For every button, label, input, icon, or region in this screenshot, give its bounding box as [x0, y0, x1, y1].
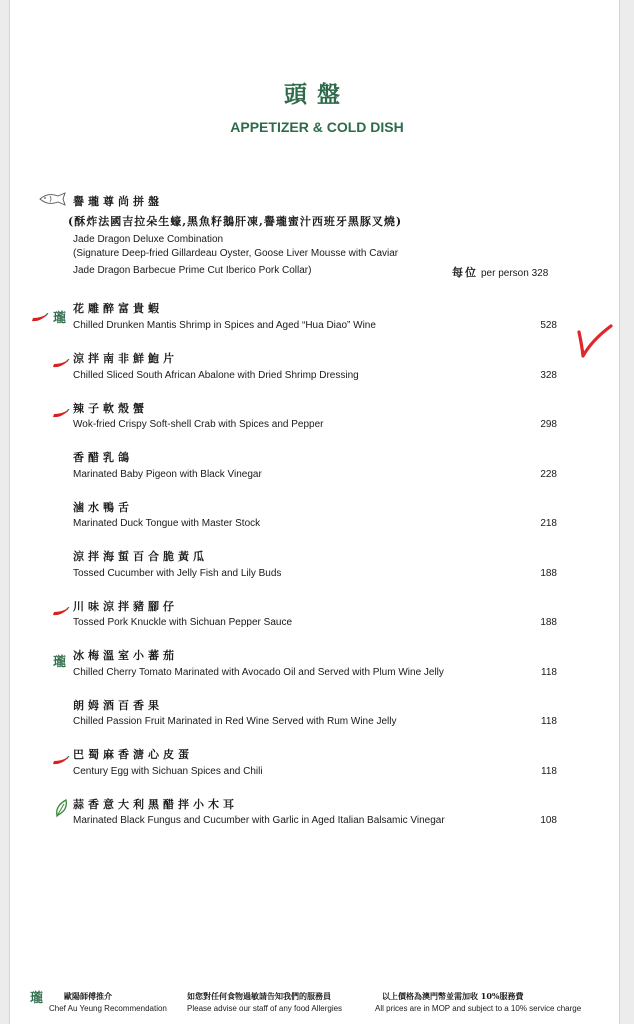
signature-icon [53, 308, 68, 331]
item-name-chinese: 花雕醉富貴蝦 [73, 302, 163, 315]
item-name: Marinated Baby Pigeon with Black Vinegar [73, 469, 262, 480]
item-name-chinese: 川味涼拌豬腳仔 [73, 600, 178, 613]
chef-recommendation-chinese: 歐陽師傅推介 [64, 991, 112, 1001]
svg-text:瓏: 瓏 [30, 991, 44, 1006]
combo-description-line1: (Signature Deep-fried Gillardeau Oyster, Goose Liver Mousse with Caviar [73, 248, 399, 259]
item-price: 528 [540, 320, 557, 331]
item-name-chinese: 滷水鴨舌 [73, 501, 133, 514]
item-price: 218 [540, 518, 557, 529]
item-name: Chilled Drunken Mantis Shrimp in Spices and Aged “Hua Diao” Wine [73, 320, 376, 331]
chili-icon [52, 604, 70, 622]
vegetarian-leaf-icon [54, 798, 70, 823]
svg-text:瓏: 瓏 [53, 311, 67, 326]
combo-name-chinese: 譽瓏尊尚拼盤 [73, 195, 163, 208]
signature-icon [53, 652, 68, 675]
allergy-notice-chinese: 如您對任何食物過敏請告知我們的服務員 [187, 991, 331, 1001]
chili-icon [52, 753, 70, 771]
item-name-chinese: 冰梅溫室小蕃茄 [73, 649, 178, 662]
item-name: Chilled Cherry Tomato Marinated with Avocado Oil and Served with Plum Wine Jelly [73, 667, 444, 678]
item-name-chinese: 香醋乳鴿 [73, 451, 133, 464]
item-name-chinese: 巴蜀麻香溏心皮蛋 [73, 748, 193, 761]
item-name-chinese: 朗姆酒百香果 [73, 699, 163, 712]
page-title-chinese: 頭盤 [284, 81, 350, 108]
item-price: 118 [541, 766, 557, 777]
signature-icon [30, 988, 45, 1011]
item-name: Tossed Cucumber with Jelly Fish and Lily Buds [73, 568, 282, 579]
item-name: Marinated Duck Tongue with Master Stock [73, 518, 261, 529]
item-name-chinese: 涼拌海蜇百合脆黃瓜 [73, 550, 208, 563]
page-title: APPETIZER & COLD DISH [230, 119, 404, 135]
item-name: Century Egg with Sichuan Spices and Chili [73, 766, 263, 777]
allergy-notice: Please advise our staff of any food Allergies [187, 1004, 343, 1013]
item-price: 108 [540, 815, 557, 826]
item-price: 328 [540, 370, 557, 381]
item-name-chinese: 蒜香意大利黑醋拌小木耳 [73, 798, 238, 811]
item-name: Wok-fried Crispy Soft-shell Crab with Spices and Pepper [73, 419, 324, 430]
svg-text:瓏: 瓏 [53, 655, 67, 670]
chef-recommendation: Chef Au Yeung Recommendation [49, 1004, 167, 1013]
item-name: Chilled Passion Fruit Marinated in Red Wine Served with Rum Wine Jelly [73, 716, 397, 727]
fish-icon [38, 191, 68, 212]
combo-price-chinese: 每位 [452, 266, 478, 279]
item-price: 188 [540, 568, 557, 579]
item-name-chinese: 辣子軟殼蟹 [73, 402, 148, 415]
item-name: Chilled Sliced South African Abalone with Dried Shrimp Dressing [73, 370, 359, 381]
combo-description-line2: Jade Dragon Barbecue Prime Cut Iberico Pork Collar) [73, 265, 312, 276]
item-price: 228 [540, 469, 557, 480]
item-price: 118 [541, 716, 557, 727]
item-price: 188 [540, 617, 557, 628]
combo-price-value: per person 328 [481, 268, 549, 279]
item-price: 118 [541, 667, 557, 678]
item-price: 298 [540, 419, 557, 430]
chili-icon [31, 310, 49, 328]
combo-price [452, 264, 548, 280]
combo-description-chinese: (酥炸法國吉拉朵生蠔,黑魚籽鵝肝凍,譽瓏蜜汁西班牙黑豚叉燒) [68, 215, 403, 228]
chili-icon [52, 406, 70, 424]
price-notice-chinese: 以上價格為澳門幣並需加收 10%服務費 [382, 991, 524, 1001]
chili-icon [52, 356, 70, 374]
item-name-chinese: 涼拌南非鮮鮑片 [73, 352, 178, 365]
price-notice: All prices are in MOP and subject to a 10% service charge [375, 1004, 582, 1013]
combo-name: Jade Dragon Deluxe Combination [73, 234, 224, 245]
item-name: Marinated Black Fungus and Cucumber with Garlic in Aged Italian Balsamic Vinegar [73, 815, 445, 826]
handwritten-check-icon [576, 318, 614, 365]
item-name: Tossed Pork Knuckle with Sichuan Pepper Sauce [73, 617, 293, 628]
